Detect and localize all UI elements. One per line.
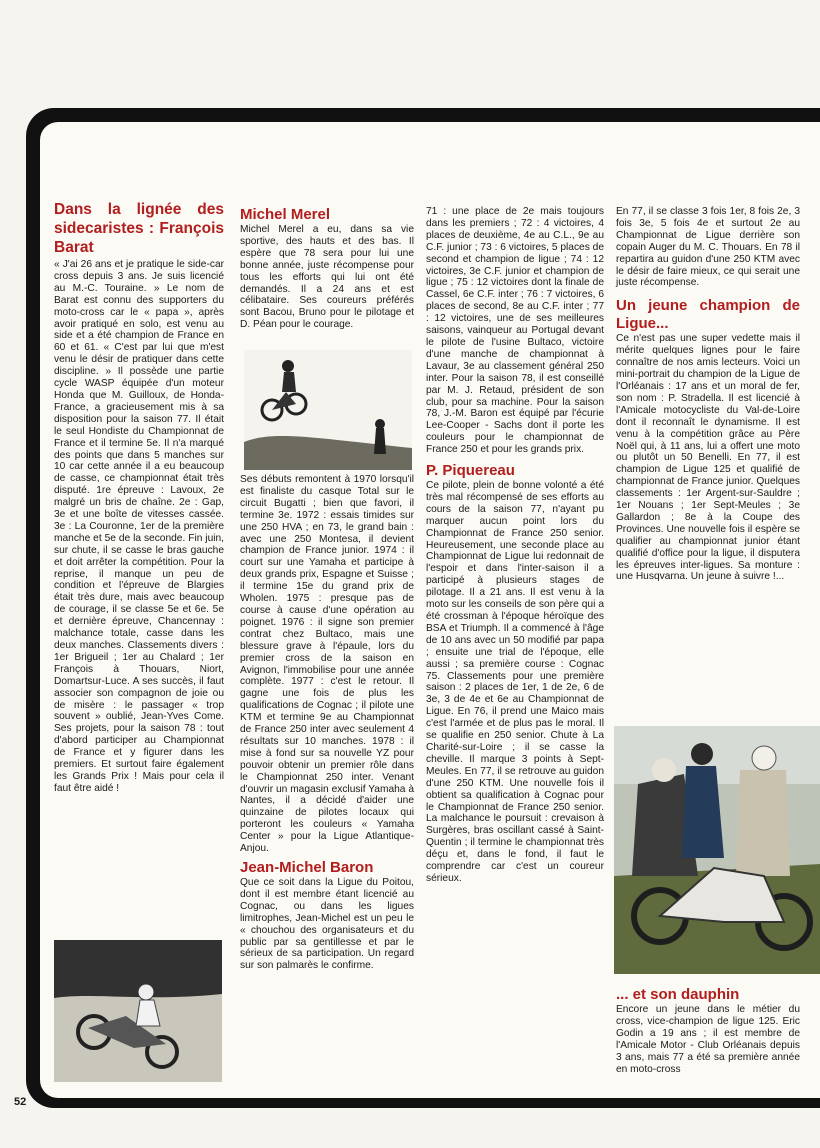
article-merel-career: Ses débuts remontent à 1970 lorsqu'il est finaliste du casque Total sur le circuit Bugatti ; bien que favori, il termine 3e. 1972 : essais timides sur une 250 HVA ; en 73, le grand bain : avec une 250 Montesa, il devient champion de France junior. 1974 : il court sur une Yamaha et participe à deux grands prix, Espagne et Suisse ; il termine 15e du grand prix de Wholen. 1975 : presque pas de course à cause d'une opération au poignet. 1976 : il signe son premier contrat chez Bultaco, mais une blessure grave à l'épaule, lors du premier cross de la saison en Avignon, l'immobilise pour une année complète. 1977 : c'est le retour. Il gagne une fois de plus les qualifications de Cognac ; il pilote une KTM et termine 9e au Championnat de France 250 inter avec seulement 4 résultats sur 10 manches. 1978 : il mise à fond sur sa nouvelle YZ pour pouvoir obtenir un premier rôle dans le Championnat 250 inter. Venant d'ouvrir un magasin exclusif Yamaha à Nantes, il a décidé d'aider une quinzaine de pilotes locaux qui porteront les couleurs « Yamaha Center » pour la Ligue Atlantique-Anjou. [240,474,414,855]
column-2 [240,206,414,331]
article-baron-palmares: 71 : une place de 2e mais toujours dans les premiers ; 72 : 4 victoires, 4 places de deuxième, 4e au C.L., 9e au C.F. junior ; 73 : 6 victoires, 5 places de second et champion de ligue ; 74 : 12 victoires, 3e C.F. junior et champion de ligue ; 75 : 12 victoires dont la finale de Cassel, 6e C.F. inter ; 76 : 7 victoires, 6 places de second, 8e au C.F. inter ; 77 : 12 victoires, une de ses meilleures saisons, vainqueur au Portugal devant le pilote de l'usine Bultaco, victoire d'une manche de championnat à Lavaur, 3e au classement général 250 inter. Pour la saison 78, il est conseillé par M. J. Retaud, président de son club, pour sa machine. Pour la saison 78, J.-M. Baron est équipé par l'écurie Lee-Cooper - Sachs dont il porte les couleurs pour le championnat de France 250 et pour les grands prix. [426,206,604,456]
article-merel-intro: Michel Merel a eu, dans sa vie sportive, des hauts et des bas. Il espère que 78 sera pour lui une bonne année, juste récompense pour tous les efforts qui lui ont été demandés. Il a 24 ans et est célibataire. Ses coureurs préférés sont Bacou, Bruno pour le pilotage et D. Péan pour le courage. [240,224,414,331]
article-piquereau-text: Ce pilote, plein de bonne volonté a été très mal récompensé de ses efforts au cours de la saison 77, n'ayant pu marquer aucun point lors du Championnat de France 250 senior. Heureusement, une seconde place au Championnat de Ligue lui redonnait de l'espoir et dans l'inter-saison il a participé à plusieurs stages de pilotage. Il a 21 ans. Il est venu à la moto sur les conseils de son père qui a été crossman à l'époque héroïque des BSA et Triumph. Il a commencé à l'âge de 10 ans avec un 50 modifié par papa ; ensuite une trial de l'époque, elle aussi ; sa première course : Cognac 75. Classements pour une première saison : 2 places de 1er, 1 de 2e, 6 de 3e, 3 de 4e et 6e au Championnat de Ligue. En 76, il prend une Maico mais c'est l'armée et de plus pas le moral. Il se qualifie en 250 senior. Chute à La Charité-sur-Loire ; il se casse la cheville. Il marque 3 points à Sept-Meules. En 77, il se retrouve au guidon d'une 250 KTM. Une nouvelle fois il obtient sa qualification à Cognac pour le Championnat de France 250 senior. La malchance le poursuit : crevaison à Surgères, bras oscillant cassé à Saint-Quentin ; il termine le championnat très déçu et, dans le fond, il faut le comprendre car c'est un coureur sérieux. [426,480,604,884]
headline-godin: ... et son dauphin [616,986,740,1003]
article-baron-intro: Que ce soit dans la Ligue du Poitou, dont il est membre étant licencié au Cognac, ou dans les ligues limitrophes, Jean-Michel est un peu le « chouchou des organisateurs et du public par sa gentillesse et par le sérieux de sa participation. Un regard sur son palmarès le confirme. [240,877,414,972]
photo-riders [614,726,820,974]
photo-sidecar [54,940,222,1082]
article-godin-text: Encore un jeune dans le métier du cross, vice-champion de ligue 125. Eric Godin a 19 ans ; il est membre de l'Amicale Motor - Club Orléanais depuis 3 ans, mais 77 a été sa première année en moto-cross [616,1004,800,1075]
column-3 [426,206,604,885]
column-4 [616,206,800,583]
headline-barat: Dans la lignée des sidecaristes : François Barat [54,201,224,256]
column-2-continued [240,474,414,972]
article-piquereau-end: En 77, il se classe 3 fois 1er, 8 fois 2e, 3 fois 3e, 5 fois 4e et surtout 2e au Championnat de Ligue derrière son copain Auger du M. C. Thouars. En 78 il repartira au guidon d'une 250 KTM avec le désir de faire mieux, ce qui serait une juste récompense. [616,206,800,289]
headline-baron: Jean-Michel Baron [240,859,374,876]
page-number: 52 [14,1096,27,1108]
headline-merel: Michel Merel [240,206,331,223]
article-barat-text: « J'ai 26 ans et je pratique le side-car cross depuis 3 ans. Je suis licencié au M.-C. Touraine. » Le nom de Barat est connu des supporters du moto-cross car le « papa », après avoir pratiqué en solo, est venu au side et a été champion de France en 60 et 61. « C'est par lui que m'est venu le désir de pratiquer dans cette discipline. » Il possède une partie cycle WASP équipée d'un moteur Honda que M. Guilloux, de Honda-France, a gracieusement mis à sa disposition pour la saison 77. Il était le seul Hondiste du Championnat de France et il termine 5e. Il n'a marqué des points que dans 5 manches sur 10 car cette année il a eu beaucoup de casse, ce championnat était très disputé. 1re épreuve : Lavoux, 2e malgré un bris de chaîne. 2e : Gap, 3e et une boîte de vitesses cassée. 3e : La Couronne, 1er de la première manche et 5e de la seconde. Fin juin, sur chute, il se casse le bras gauche et doit arrêter la compétition. Pour la reprise, il manque un peu de condition et l'épreuve de Blargies était très dure, mais avec beaucoup de courage, il se classe 5e et 6e. 5e et dernière épreuve, Chancennay : malchance totale, casse dans les deux manches. Classements divers : 1er Brigueil ; 1er au Chalard ; 1er François à Thouars, Niort, Domartsur-Luce. A ses succès, il faut associer son compagnon de joie ou de misère : le passager « trop souvent » oublié, Jean-Yves Come. Ses projets, pour la saison 78 : tout d'abord participer au Championnat de France et y figurer dans les premiers. Et surtout faire également les Grands Prix ! Mais pour cela il faut être aidé ! [54,259,224,794]
column-1 [54,200,224,795]
headline-stradella: Un jeune champion de Ligue... [616,297,800,333]
headline-piquereau: P. Piquereau [426,462,515,480]
column-4-bottom [616,986,800,1075]
photo-jump [244,350,412,470]
article-stradella-text: Ce n'est pas une super vedette mais il mérite quelques lignes pour le faire connaître de nos amis lecteurs. Voici un mini-portrait du champion de la Ligue de l'Orléanais : 17 ans et un moral de fer, son nom : P. Stradella. Il est licencié à l'Amicale motocycliste du Val-de-Loire dont il reconnaît le dynamisme. Il est venu à la compétition grâce au Père Noël qui, à 11 ans, lui a offert une moto ou plutôt un 50 Benelli. En 77, il est champion de Ligue 125 et qualifié de championnat de France junior. Quelques classements : 1er Argent-sur-Sauldre ; 1er Nouans ; 1er Sept-Meules ; 3e Gallardon ; 8e à la Coupe des Provinces. Une nouvelle fois il espère se qualifier au championnat junior étant qualifié d'office pour la ligue, il disputera les épreuves inter-ligues. Sa monture : une Husqvarna. Un jeune à suivre !... [616,333,800,583]
